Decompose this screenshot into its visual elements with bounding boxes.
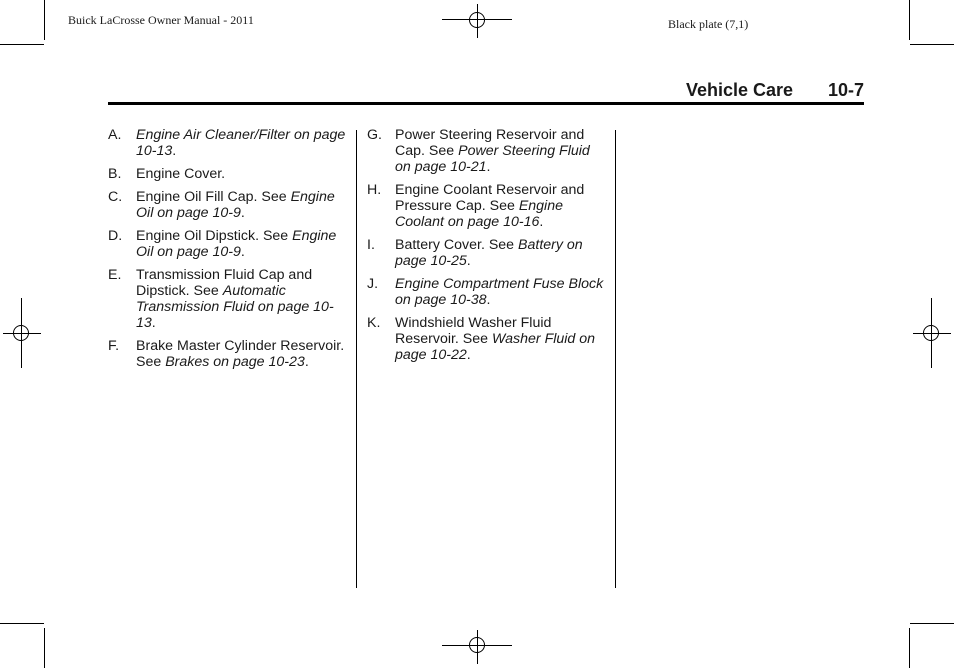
item-tail: . [539,214,544,230]
legend-column-2 [367,127,607,370]
cross-reference-link[interactable]: Washer Fluid on page 10-22 [395,331,596,363]
cross-reference-link[interactable]: Engine Air Cleaner/Filter on page 10-13 [136,127,346,159]
crop-mark [44,0,45,40]
item-text: Battery Cover. See [395,237,519,253]
item-text: Transmission Fluid Cap and Dipstick. See [136,267,313,299]
item-letter: D. [108,228,123,244]
item-letter: F. [108,338,120,354]
item-letter: G. [367,127,382,143]
list-item [367,182,607,230]
item-text: Engine Coolant Reservoir and Pressure Cap. See [395,182,585,214]
list-item [108,228,348,260]
crop-mark [0,44,44,45]
cross-reference-link[interactable]: Automatic Transmission Fluid on page 10-13 [136,283,334,331]
item-tail: . [172,143,177,159]
item-text: Engine Cover. [136,166,226,182]
crop-mark [909,628,910,668]
crop-mark [909,0,910,40]
crop-mark [44,628,45,668]
cross-reference-link[interactable]: Power Steering Fluid on page 10-21 [395,143,590,175]
plate-label: Black plate (7,1) [668,17,749,31]
legend-column-1 [108,127,348,377]
item-letter: K. [367,315,381,331]
cross-reference-link[interactable]: Engine Coolant on page 10-16 [395,198,563,230]
item-tail: . [486,159,491,175]
column-divider [615,130,616,588]
crop-mark [910,44,954,45]
column-divider [356,130,357,588]
list-item [108,166,348,182]
list-item [367,276,607,308]
list-item [108,127,348,159]
page-number: 10-7 [828,80,865,100]
item-letter: C. [108,189,123,205]
crop-mark [910,623,954,624]
item-letter: A. [108,127,122,143]
item-tail: . [466,347,471,363]
item-tail: . [466,253,471,269]
section-title: Vehicle Care [686,80,794,100]
item-tail: . [240,205,245,221]
list-item [108,338,348,370]
item-text: Engine Oil Dipstick. See [136,228,293,244]
cross-reference-link[interactable]: Battery on page 10-25 [395,237,583,269]
item-tail: . [304,354,309,370]
item-letter: B. [108,166,122,182]
item-tail: . [486,292,491,308]
item-text: Brake Master Cylinder Reservoir. See [136,338,345,370]
cross-reference-link[interactable]: Engine Oil on page 10-9 [136,228,337,260]
item-text: Windshield Washer Fluid Reservoir. See [395,315,552,347]
item-tail: . [240,244,245,260]
item-letter: H. [367,182,382,198]
list-item [108,267,348,331]
item-tail: . [151,315,156,331]
crop-mark [0,623,44,624]
header-rule [108,102,864,105]
item-text: Power Steering Reservoir and Cap. See [395,127,585,159]
cross-reference-link[interactable]: Brakes on page 10-23 [165,354,305,370]
cross-reference-link[interactable]: Engine Oil on page 10-9 [136,189,335,221]
list-item [367,127,607,175]
item-letter: E. [108,267,122,283]
item-text: Engine Oil Fill Cap. See [136,189,291,205]
manual-title: Buick LaCrosse Owner Manual - 2011 [68,13,254,27]
list-item [367,315,607,363]
item-letter: J. [367,276,379,292]
list-item [367,237,607,269]
cross-reference-link[interactable]: Engine Compartment Fuse Block on page 10-38 [395,276,604,308]
list-item [108,189,348,221]
item-letter: I. [367,237,375,253]
